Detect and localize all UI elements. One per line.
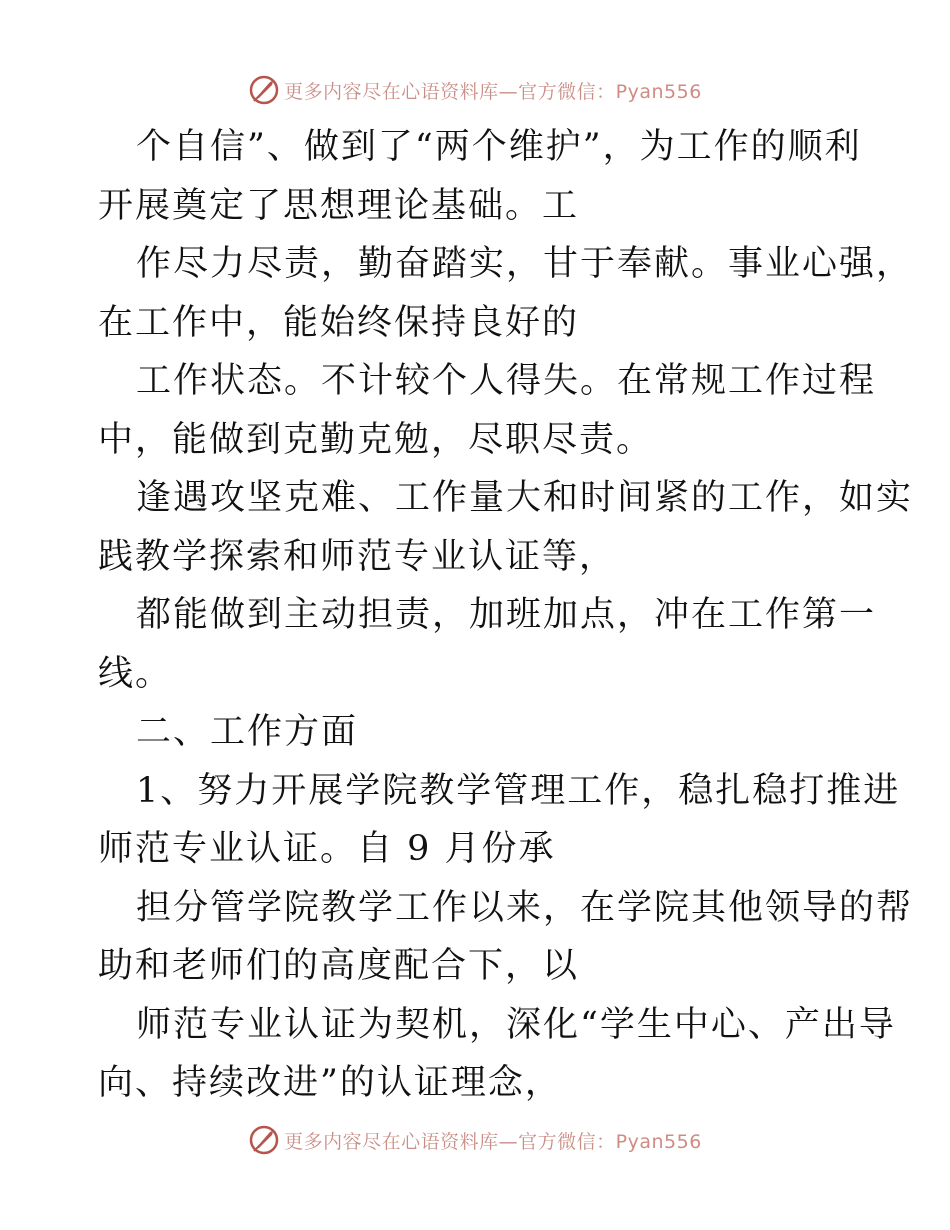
header-banner-label: 更多内容尽在心语资料库—官方微信： <box>284 80 616 103</box>
text-line: 师范专业认证。自 9 月份承 <box>98 829 556 869</box>
text-line: 工作状态。不计较个人得失。在常规工作过程 <box>136 361 877 401</box>
text-line: 作尽力尽责，勤奋踏实，甘于奉献。事业心强， <box>136 244 914 284</box>
text-line: 个自信”、做到了“两个维护”，为工作的顺利 <box>136 127 862 167</box>
text-line: 线。 <box>98 653 173 694</box>
text-line: 开展奠定了思想理论基础。工 <box>98 185 580 226</box>
text-line: 助和老师们的高度配合下，以 <box>98 946 580 986</box>
text-line: 逢遇攻坚克难、工作量大和时间紧的工作，如实 <box>136 478 914 518</box>
text-line: 都能做到主动担责，加班加点，冲在工作第一 <box>136 595 877 635</box>
text-line: 向、持续改进”的认证理念， <box>98 1063 562 1103</box>
footer-banner-label: 更多内容尽在心语资料库—官方微信： <box>284 1130 616 1153</box>
text-line: 师范专业认证为契机，深化“学生中心、产出导 <box>136 1004 896 1045</box>
text-line: 践教学探索和师范专业认证等， <box>98 536 617 577</box>
text-line: 二、工作方面 <box>136 712 359 752</box>
header-banner-account: Pyan556 <box>615 80 702 103</box>
header-banner-text <box>284 77 702 104</box>
text-line: 在工作中，能始终保持良好的 <box>98 302 580 343</box>
quill-logo-icon <box>248 1124 280 1156</box>
document-body <box>98 118 914 1113</box>
footer-banner <box>0 1120 950 1160</box>
footer-banner-account: Pyan556 <box>615 1130 702 1153</box>
footer-banner-text <box>284 1127 702 1154</box>
text-line: 担分管学院教学工作以来，在学院其他领导的帮 <box>136 887 914 928</box>
text-line: 1、努力开展学院教学管理工作，稳扎稳打推进 <box>136 770 901 811</box>
quill-logo-icon <box>248 74 280 106</box>
header-banner <box>0 70 950 110</box>
text-line: 中，能做到克勤克勉，尽职尽责。 <box>98 419 654 460</box>
